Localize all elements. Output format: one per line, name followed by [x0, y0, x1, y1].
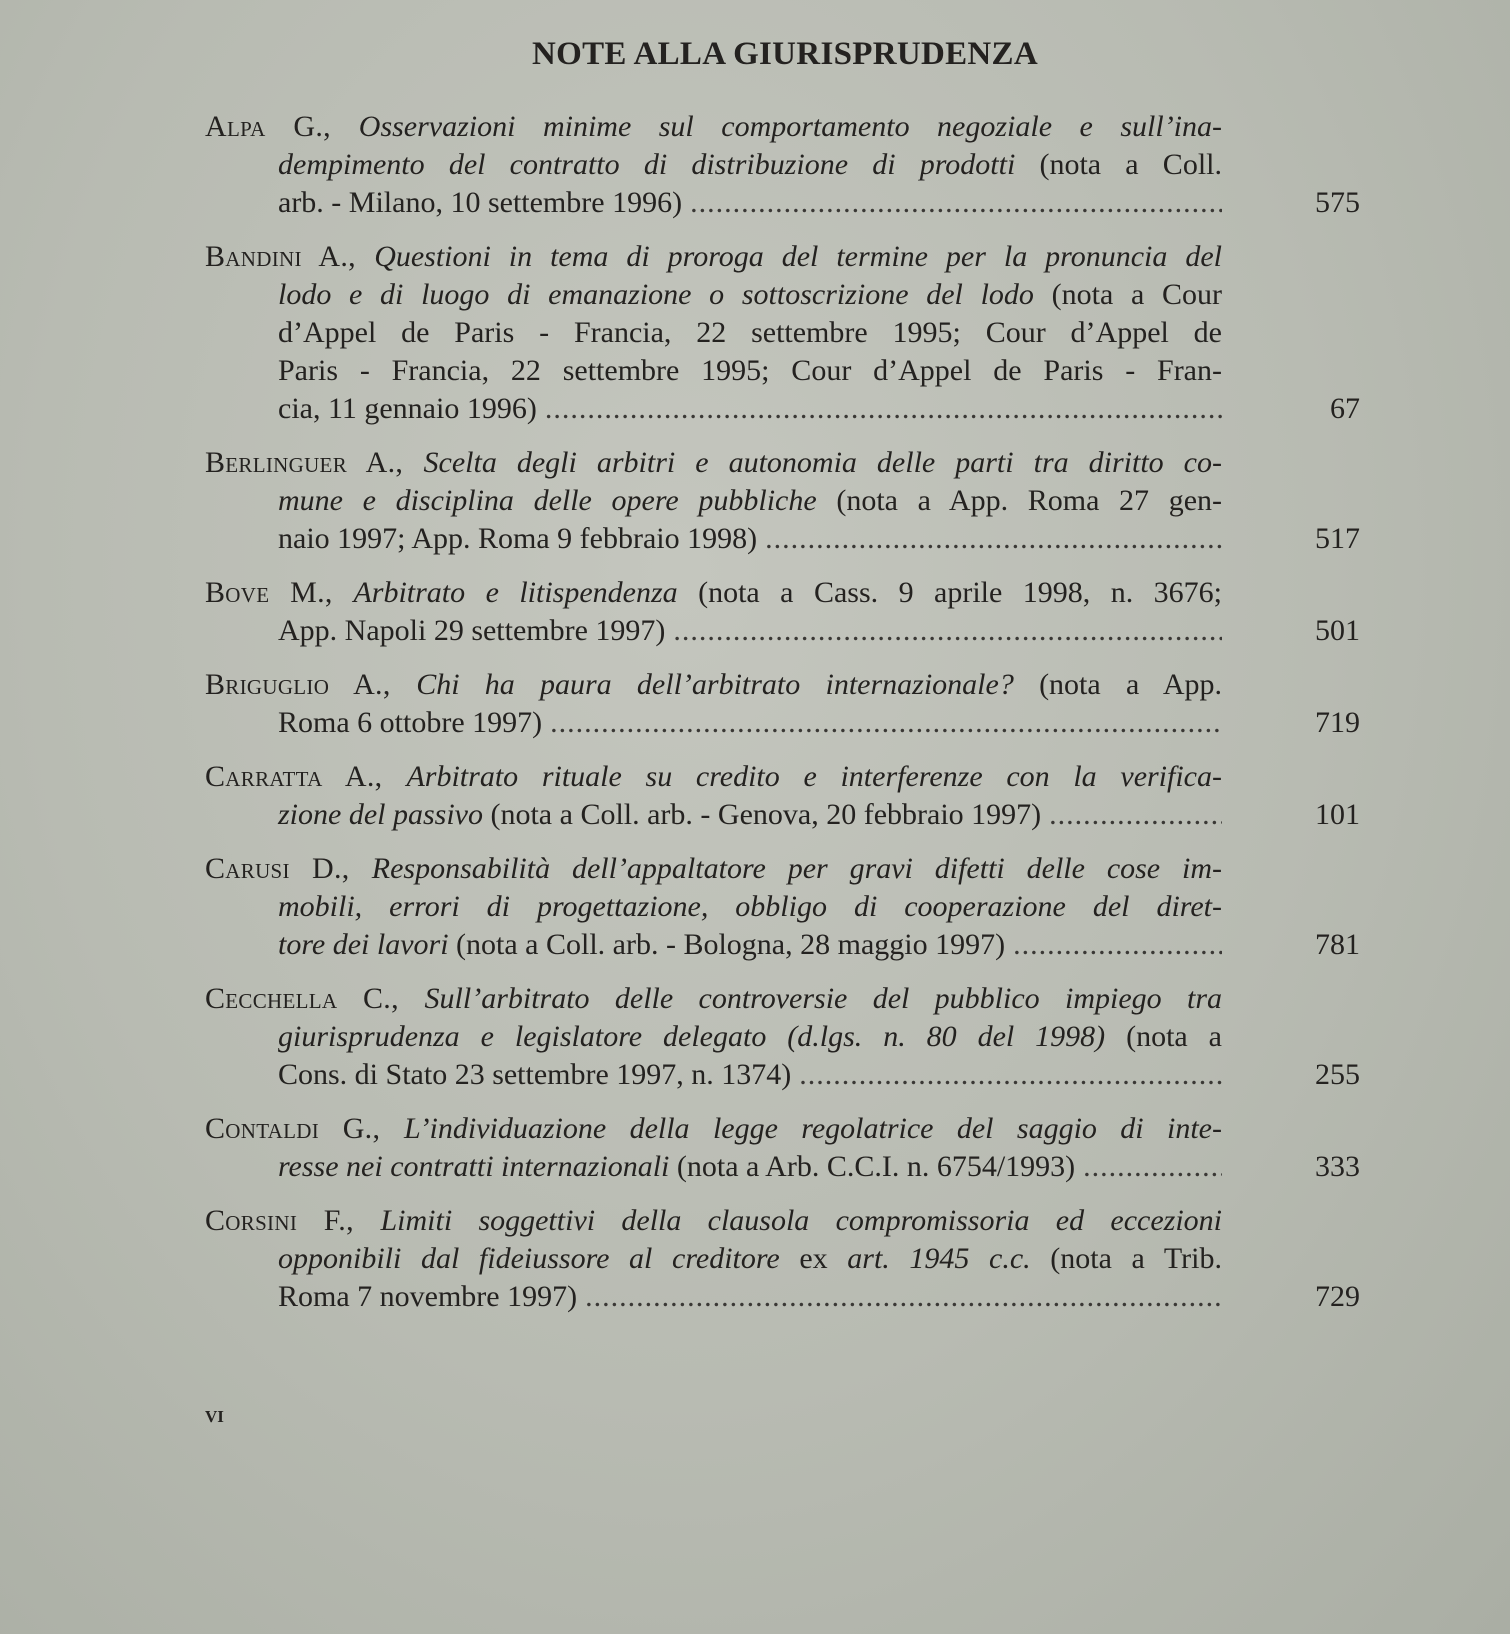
- entry-line: [0, 888, 1510, 926]
- entry-line: [0, 482, 1510, 520]
- entry-title: L’individuazione della legge regolatrice del saggio di inte-: [403, 1112, 1222, 1145]
- list-item: [0, 574, 1510, 650]
- entry-author: Bandini A.,: [205, 240, 375, 273]
- entry-title: mune e disciplina delle opere pubbliche: [278, 484, 837, 517]
- entry-note: (nota a App. Roma 27 gen-: [836, 484, 1223, 517]
- entry-line: [0, 1148, 1510, 1186]
- entry-line: [0, 1240, 1510, 1278]
- dot-leader: [550, 704, 1222, 742]
- page-number: 501: [1315, 614, 1360, 647]
- entry-note: d’Appel de Paris - Francia, 22 settembre 1995; Cour d’Appel de: [278, 316, 1222, 349]
- entry-note: Paris - Francia, 22 settembre 1995; Cour d’Appel de Paris - Fran-: [278, 354, 1222, 387]
- list-item: [0, 850, 1510, 964]
- entry-line: [0, 390, 1510, 428]
- entry-title: dempimento del contratto di distribuzione di prodotti: [278, 148, 1040, 181]
- entry-line: [0, 1110, 1510, 1148]
- entry-line: [0, 314, 1510, 352]
- entry-line: [0, 444, 1510, 482]
- entry-line: [0, 574, 1510, 612]
- entry-line: [0, 520, 1510, 558]
- entry-title: Responsabilità dell’appaltatore per gravi difetti delle cose im-: [371, 852, 1222, 885]
- entry-line: [0, 850, 1510, 888]
- entry-note: (nota a: [1126, 1020, 1222, 1053]
- entry-author: Carratta A.,: [205, 760, 407, 793]
- entry-title: mobili, errori di progettazione, obbligo di cooperazione del diret-: [278, 890, 1222, 923]
- entry-line: [0, 796, 1510, 834]
- dot-leader: [585, 1278, 1222, 1316]
- entry-note: (nota a Coll. arb. - Genova, 20 febbraio 1997): [490, 798, 1042, 831]
- page-number: 67: [1330, 392, 1360, 425]
- dot-leader: [545, 390, 1222, 428]
- entry-note: Roma 6 ottobre 1997): [278, 706, 543, 739]
- dot-leader: [1083, 1148, 1222, 1186]
- page-title: NOTE ALLA GIURISPRUDENZA: [532, 36, 1038, 72]
- entry-title: Questioni in tema di proroga del termine per la pronuncia del: [374, 240, 1222, 273]
- entry-author: Briguglio A.,: [205, 668, 417, 701]
- entry-title: Scelta degli arbitri e autonomia delle parti tra diritto co-: [423, 446, 1222, 479]
- entry-author: Contaldi G.,: [205, 1112, 404, 1145]
- page-number: 517: [1315, 522, 1360, 555]
- entries-list: [0, 108, 1510, 1332]
- entry-note: (nota a Arb. C.C.I. n. 6754/1993): [676, 1150, 1076, 1183]
- page-number: 719: [1315, 706, 1360, 739]
- page-number: 781: [1315, 928, 1360, 961]
- entry-line: [0, 276, 1510, 314]
- entry-note: App. Napoli 29 settembre 1997): [278, 614, 666, 647]
- entry-author: Cecchella C.,: [205, 982, 425, 1015]
- entry-note: (nota a Trib.: [1050, 1242, 1223, 1275]
- dot-leader: [1049, 796, 1222, 834]
- entry-note: (nota a Coll. arb. - Bologna, 28 maggio 1997): [456, 928, 1006, 961]
- entry-note: (nota a Cour: [1051, 278, 1222, 311]
- entry-title: Limiti soggettivi della clausola compromissoria ed eccezioni: [380, 1204, 1222, 1237]
- entry-title: giurisprudenza e legislatore delegato (d.lgs. n. 80 del 1998): [278, 1020, 1127, 1053]
- entry-note: (nota a Cass. 9 aprile 1998, n. 3676;: [698, 576, 1222, 609]
- entry-author: Alpa G.,: [205, 110, 359, 143]
- entry-note: (nota a Coll.: [1039, 148, 1222, 181]
- entry-title: lodo e di luogo di emanazione o sottoscrizione del lodo: [278, 278, 1052, 311]
- list-item: [0, 444, 1510, 558]
- page-folio: vi: [205, 1402, 224, 1428]
- entry-line: [0, 666, 1510, 704]
- entry-author: Bove M.,: [205, 576, 354, 609]
- entry-title: Chi ha paura dell’arbitrato internazionale?: [416, 668, 1040, 701]
- entry-line: [0, 1018, 1510, 1056]
- entry-title: Osservazioni minime sul comportamento negoziale e sull’ina-: [358, 110, 1223, 143]
- entry-title: Arbitrato rituale su credito e interferenze con la verifica-: [406, 760, 1222, 793]
- list-item: [0, 108, 1510, 222]
- entry-line: [0, 704, 1510, 742]
- entry-line: [0, 1056, 1510, 1094]
- entry-author: Berlinguer A.,: [205, 446, 424, 479]
- entry-line: [0, 758, 1510, 796]
- entry-note: naio 1997; App. Roma 9 febbraio 1998): [278, 522, 758, 555]
- page-number: 333: [1315, 1150, 1360, 1183]
- entry-title: resse nei contratti internazionali: [278, 1150, 677, 1183]
- entry-line: [0, 1278, 1510, 1316]
- list-item: [0, 238, 1510, 428]
- dot-leader: [673, 612, 1222, 650]
- entry-line: [0, 184, 1510, 222]
- entry-line: [0, 612, 1510, 650]
- entry-title: zione del passivo: [278, 798, 491, 831]
- entry-author: Corsini F.,: [205, 1204, 381, 1237]
- page-number: 575: [1315, 186, 1360, 219]
- entry-note: Cons. di Stato 23 settembre 1997, n. 1374): [278, 1058, 792, 1091]
- entry-line: [0, 146, 1510, 184]
- dot-leader: [1013, 926, 1222, 964]
- entry-note: (nota a App.: [1039, 668, 1223, 701]
- list-item: [0, 758, 1510, 834]
- entry-line: [0, 108, 1510, 146]
- entry-title: art. 1945 c.c.: [847, 1242, 1051, 1275]
- dot-leader: [799, 1056, 1222, 1094]
- dot-leader: [765, 520, 1222, 558]
- entry-line: [0, 238, 1510, 276]
- entry-note: arb. - Milano, 10 settembre 1996): [278, 186, 683, 219]
- entry-title: Sull’arbitrato delle controversie del pubblico impiego tra: [424, 982, 1222, 1015]
- list-item: [0, 666, 1510, 742]
- entry-note: Roma 7 novembre 1997): [278, 1280, 578, 1313]
- entry-title: Arbitrato e litispendenza: [353, 576, 699, 609]
- page-number: 729: [1315, 1280, 1360, 1313]
- entry-line: [0, 352, 1510, 390]
- page-number: 101: [1315, 798, 1360, 831]
- list-item: [0, 1110, 1510, 1186]
- entry-note: ex: [799, 1242, 848, 1275]
- list-item: [0, 1202, 1510, 1316]
- dot-leader: [690, 184, 1222, 222]
- entry-line: [0, 980, 1510, 1018]
- entry-line: [0, 926, 1510, 964]
- entry-line: [0, 1202, 1510, 1240]
- entry-title: opponibili dal fideiussore al creditore: [278, 1242, 800, 1275]
- entry-title: tore dei lavori: [278, 928, 457, 961]
- entry-note: cia, 11 gennaio 1996): [278, 392, 537, 425]
- list-item: [0, 980, 1510, 1094]
- page-number: 255: [1315, 1058, 1360, 1091]
- entry-author: Carusi D.,: [205, 852, 372, 885]
